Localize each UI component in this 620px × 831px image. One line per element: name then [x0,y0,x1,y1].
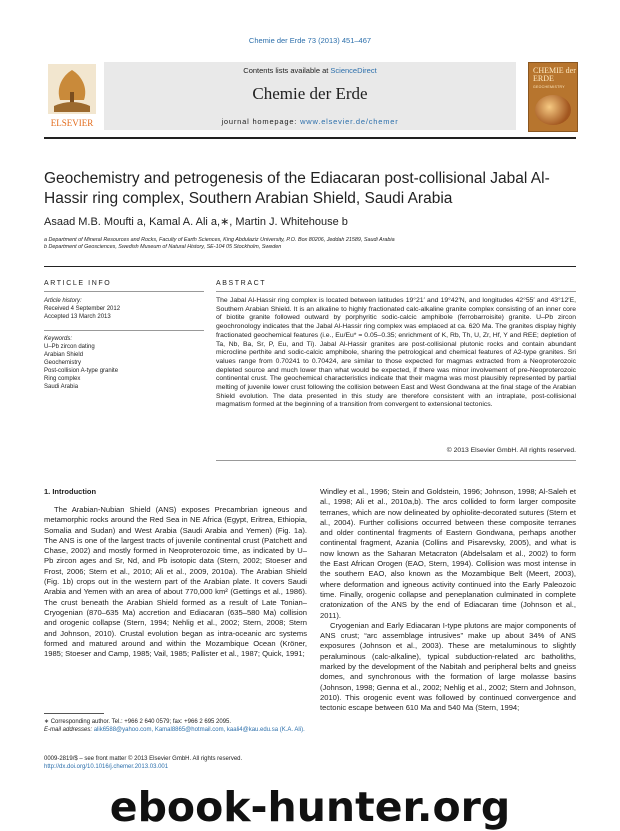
keyword-item: Ring complex [44,376,81,382]
abstract-text: The Jabal Al-Hassir ring complex is located between latitudes 19°21′ and 19°42′N, and longitudes 42°55′ and 43°12′E, Southern Arabian Shield. It is an alkaline to highly fractionated calc-alkaline granite complex consisting of an inner core of biotite granite followed outward by porphyritic sodic-calcic amphibole (ferrobarroisite) granite. U–Pb zircon geochronology indicates that the Jabal Al-Hassir ring complex was emplaced at ca. 620 Ma. The granites display highly fractionated geochemical features (i.e., Eu/Eu* = 0.05–0.35; enrichment of K, Rb, Th, U, Zr, Hf, Y and REE; depletion of Ta, Nb, Ba, Sr, P, Eu, and Ti). Jabal Al-Hassir granites are post-collisional plutonic rocks and contain abundant microcline perthite and sodic-calcic amphibole, sharing the petrological and chemical features of A2-type granites. Sri values range from 0.70241 to 0.70424, are similar to those expected for magmas extracted from a Neoproterozoic depleted source and much lower than what would be expected, if there was minor involvement of pre-Neoproterozoic continental crust. The geochemical characteristics indicate that their magma was most plausibly represented by partial melting of juvenile lower crust following the collision between East and West Gondwana at the final stage of the Arabian Shield evolution. The data presented in this study are therefore consistent with an intraplate, post-collisional magmatism formed at the beginning of a transition from convergent to extensional tectonics. [216,297,576,409]
article-info-heading: ARTICLE INFO [44,280,112,287]
keyword-item: Geochemistry [44,360,82,366]
journal-homepage-line [104,117,516,126]
author-list: Asaad M.B. Moufti a, Kamal A. Ali a,∗, Martin J. Whitehouse b [44,216,348,228]
journal-citation-link[interactable]: Chemie der Erde 73 (2013) 451–467 [248,36,372,45]
issn-line: 0009-2819/$ – see front matter © 2013 Elsevier GmbH. All rights reserved. [44,756,243,762]
body-column-left [44,505,307,659]
keyword-item: Post-collision A-type granite [44,368,119,374]
body-column-right [320,487,576,714]
contents-prefix: Contents lists available at [243,66,331,75]
keyword-item: Arabian Shield [44,352,84,358]
keywords-label: Keywords: [44,336,73,342]
abstract-heading: ABSTRACT [216,280,267,287]
copyright-notice: © 2013 Elsevier GmbH. All rights reserved. [446,447,576,454]
body-paragraph: The Arabian-Nubian Shield (ANS) exposes Precambrian igneous and metamorphic rocks around the Red Sea in NE Africa (Egypt, Eritrea, Ethiopia, Somalia and Sudan) and West Arabia (Saudi Arabia and Yemen) (Fig. 1a). The ANS is one of the largest tracts of juvenile continental crust (Patchett and Chase, 2002) and mostly formed in Neoproterozoic time, as indicated by U–Pb zircon ages and Sr, Nd, and Pb isotopic data (Stern, 2002; Stoeser and Frost, 2006; Stern et al., 2010; Ali et al., 2009, 2010a). The Arabian Shield (Fig. 1b) crops out in the western part of the Arabian plate. It covers Saudi Arabia and Yemen with an area of about 770,000 km² (Gettings et al., 1986). The crust beneath the Arabian Shield formed as a result of Late Tonian–Cryogenian (870–635 Ma) accretion and Ediacaran (635–580 Ma) collision and orogenic collapse (Stern, 1994; Nehlig et al., 2002; Stern, 2008; Stern and Johnson, 2010). Crustal evolution began as intra-oceanic arc systems formed and matured around and within the Mozambique Ocean (Kröner, 1985; Stoeser and Camp, 1985; Vail, 1985; Pallister et al., 1987; Quick, 1991; [44,505,307,659]
contents-availability-line [104,66,516,75]
article-history [44,297,204,321]
doi-link[interactable]: http://dx.doi.org/10.1016/j.chemer.2013.03.001 [44,764,169,770]
section-heading-introduction: 1. Introduction [44,487,97,496]
affiliation-a: a Department of Mineral Resources and Rocks, Faculty of Earth Sciences, King Abdulaziz University, P.O. Box 80206, Jeddah 21589, Saudi Arabia [44,237,395,243]
keywords-block [44,335,204,391]
keyword-item: U–Pb zircon dating [44,344,95,350]
accepted-date: Accepted 13 March 2013 [44,314,111,320]
footnote-divider [44,713,104,714]
article-title: Geochemistry and petrogenesis of the Ediacaran post-collisional Jabal Al-Hassir ring complex, Southern Arabian Shield, Saudi Arabia [44,170,550,207]
issn-doi-block [44,755,307,771]
footnotes [44,718,307,734]
journal-name: Chemie der Erde [252,84,368,103]
email-label: E-mail addresses: [44,727,94,733]
header-divider [44,137,576,139]
article-info-divider [44,291,204,292]
journal-cover-thumbnail [528,62,578,132]
publisher-wordmark: ELSEVIER [50,118,94,128]
history-label: Article history: [44,298,82,304]
cover-title: CHEMIE der ERDE [533,66,576,83]
sciencedirect-link[interactable]: ScienceDirect [330,66,377,75]
corresponding-author-note: ∗ Corresponding author. Tel.: +966 2 640 0579; fax: +966 2 695 2095. [44,719,232,725]
watermark: ebook-hunter.org [109,783,511,831]
homepage-link[interactable]: www.elsevier.de/chemer [300,117,399,126]
keyword-item: Saudi Arabia [44,384,79,390]
body-paragraph: Cryogenian and Early Ediacaran I-type plutons are major components of ANS crust; “arc assemblage intrusives” make up about 34% of ANS exposures (Johnson et al., 2003). These are metaluminous to slightly peraluminous (calc-alkaline), typical subduction-related arc batholiths, marked by the development of the Nabitah and peripheral belts and gneiss domes, and synchronous with the formation of large molasse basins (Johnson, 1998; Genna et al., 2002; Nehlig et al., 2002; Stern and Johnson, 2010). This orogenic event was followed by continued convergence and tectonic escape between 610 Ma and 540 Ma (Stern, 1994; [320,620,576,713]
cover-artwork [535,95,571,125]
keywords-divider [44,330,204,331]
homepage-prefix: journal homepage: [221,117,301,126]
abstract-divider-bottom [216,460,576,461]
received-date: Received 4 September 2012 [44,306,121,312]
abstract-divider-top [216,291,576,292]
elsevier-logo [44,62,100,132]
email-links[interactable]: alik6588@yahoo.com, Kamal8865@hotmail.com, kaali4@kau.edu.sa (K.A. Ali). [93,727,305,733]
metadata-divider [44,266,576,267]
email-note [44,726,307,734]
cover-subtitle: GEOCHEMISTRY [533,85,565,89]
body-paragraph: Windley et al., 1996; Stein and Goldstein, 1996; Johnson, 1998; Al-Saleh et al., 1998; Ali et al., 2010a,b). The arcs collided to form larger composite terranes, which are now delineated by ophiolite-decorated sutures (Stern et al., 2004). Further collisions occurred between these composite terranes and older continental fragments of Eastern Gondwana, perhaps another continental fragment, Azania (Collins and Pisarevsky, 2005), and what is now known as the Saharan Metacraton (Abdelsalam et al., 2002) to form the East African Orogen (EAO, Stern, 1994). Collision was most intense in the southern EAO, also known as the Mozambique Belt (Meert, 2003), where deformation and igneous activity continued into the Early Paleozoic time. Finally, orogenic collapse and peneplanation culminated in complete cratonization of the ANS by the end of Ediacaran time (Johnson et al., 2011). [320,487,576,620]
affiliation-b: b Department of Geosciences, Swedish Museum of Natural History, SE-104 05 Stockholm, Sweden [44,244,282,250]
